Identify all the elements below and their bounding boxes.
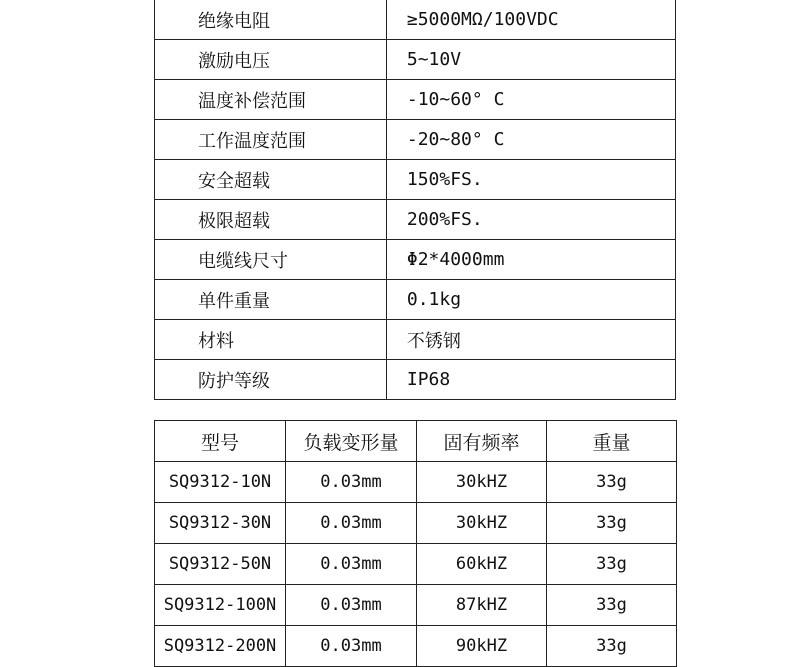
spec-row-ultimate-overload xyxy=(155,200,676,240)
spec-value: 5~10V xyxy=(386,40,675,80)
header-model: 型号 xyxy=(155,421,286,462)
weight-cell: 33g xyxy=(547,544,677,585)
table-row xyxy=(155,462,677,503)
deformation-cell: 0.03mm xyxy=(286,503,417,544)
frequency-cell: 60kHZ xyxy=(417,544,547,585)
spec-label: 单件重量 xyxy=(155,280,387,320)
frequency-cell: 30kHZ xyxy=(417,462,547,503)
spec-label: 电缆线尺寸 xyxy=(155,240,387,280)
table-row xyxy=(155,503,677,544)
weight-cell: 33g xyxy=(547,462,677,503)
frequency-cell: 90kHZ xyxy=(417,626,547,667)
spec-label: 防护等级 xyxy=(155,360,387,400)
deformation-cell: 0.03mm xyxy=(286,585,417,626)
weight-cell: 33g xyxy=(547,626,677,667)
frequency-cell: 30kHZ xyxy=(417,503,547,544)
deformation-cell: 0.03mm xyxy=(286,462,417,503)
spec-label: 安全超载 xyxy=(155,160,387,200)
spec-value: -20~80° C xyxy=(386,120,675,160)
spec-value: Φ2*4000mm xyxy=(386,240,675,280)
spec-value: 0.1kg xyxy=(386,280,675,320)
table-row xyxy=(155,544,677,585)
deformation-cell: 0.03mm xyxy=(286,626,417,667)
model-cell: SQ9312-100N xyxy=(155,585,286,626)
spec-value: 150%FS. xyxy=(386,160,675,200)
model-cell: SQ9312-200N xyxy=(155,626,286,667)
spec-value: IP68 xyxy=(386,360,675,400)
spec-row-excitation xyxy=(155,40,676,80)
spec-value: ≥5000MΩ/100VDC xyxy=(386,0,675,40)
model-cell: SQ9312-10N xyxy=(155,462,286,503)
spec-label: 工作温度范围 xyxy=(155,120,387,160)
model-cell: SQ9312-50N xyxy=(155,544,286,585)
spec-table xyxy=(154,0,676,400)
spec-row-temp-compensation xyxy=(155,80,676,120)
frequency-cell: 87kHZ xyxy=(417,585,547,626)
header-frequency: 固有频率 xyxy=(417,421,547,462)
header-weight: 重量 xyxy=(547,421,677,462)
spec-value: 200%FS. xyxy=(386,200,675,240)
spec-row-cable-size xyxy=(155,240,676,280)
model-table-header xyxy=(155,421,677,462)
spec-row-operating-temp xyxy=(155,120,676,160)
deformation-cell: 0.03mm xyxy=(286,544,417,585)
spec-value: -10~60° C xyxy=(386,80,675,120)
spec-label: 温度补偿范围 xyxy=(155,80,387,120)
spec-label: 绝缘电阻 xyxy=(155,0,387,40)
header-deformation: 负载变形量 xyxy=(286,421,417,462)
model-cell: SQ9312-30N xyxy=(155,503,286,544)
model-table xyxy=(154,420,677,667)
weight-cell: 33g xyxy=(547,503,677,544)
spec-label: 材料 xyxy=(155,320,387,360)
table-row xyxy=(155,626,677,667)
spec-row-material xyxy=(155,320,676,360)
table-row xyxy=(155,585,677,626)
spec-label: 激励电压 xyxy=(155,40,387,80)
spec-row-safe-overload xyxy=(155,160,676,200)
spec-row-protection xyxy=(155,360,676,400)
spec-label: 极限超载 xyxy=(155,200,387,240)
spec-row-unit-weight xyxy=(155,280,676,320)
weight-cell: 33g xyxy=(547,585,677,626)
spec-value: 不锈钢 xyxy=(386,320,675,360)
spec-row-insulation xyxy=(155,0,676,40)
